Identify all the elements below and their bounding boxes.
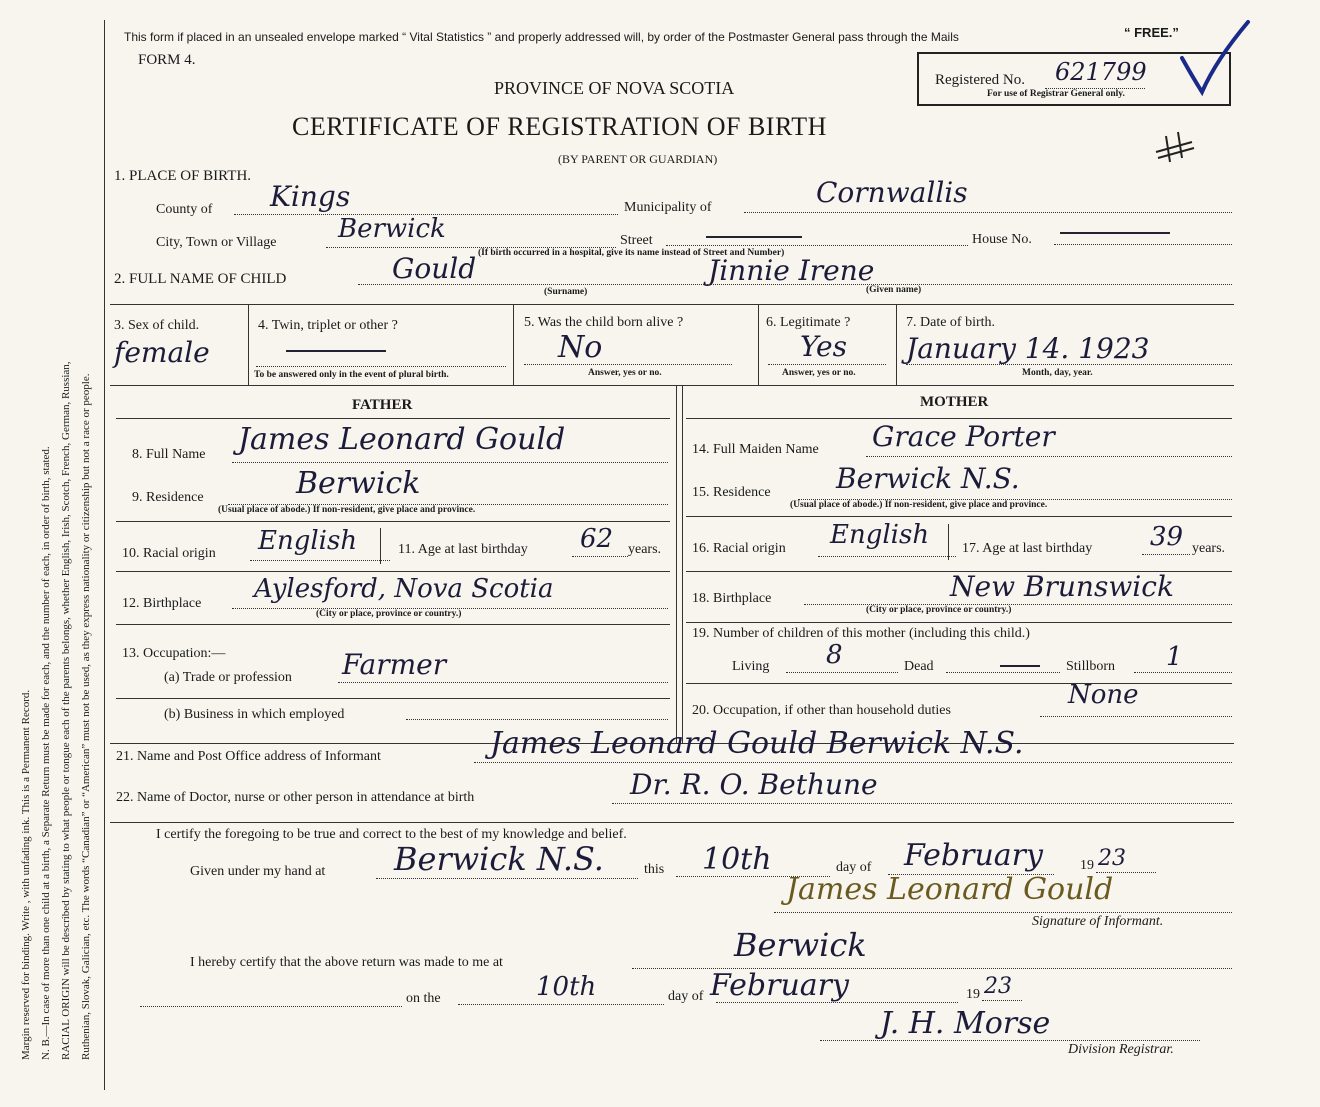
page-title: CERTIFICATE OF REGISTRATION OF BIRTH (292, 112, 827, 141)
date-of-birth-value: January 14. 1923 (906, 332, 1150, 365)
registrar-place-value: Berwick (734, 926, 867, 964)
mother-age-value: 39 (1150, 522, 1184, 552)
twin-note: To be answered only in the event of plural birth. (254, 370, 449, 380)
date-of-birth-note: Month, day, year. (1022, 368, 1093, 378)
legitimate-note: Answer, yes or no. (782, 368, 856, 378)
mother-birthplace-label: 18. Birthplace (692, 591, 772, 606)
registrar-statement: I hereby certify that the above return was made to me at (190, 955, 503, 970)
street-label: Street (620, 233, 653, 248)
alive-value: No (558, 330, 603, 365)
mother-age-unit: years. (1192, 541, 1226, 556)
municipality-value: Cornwallis (816, 176, 968, 209)
registrar-year-value: 23 (984, 974, 1012, 999)
scribble-mark-icon (1152, 128, 1200, 164)
legitimate-value: Yes (800, 330, 847, 363)
given-place-value: Berwick N.S. (394, 840, 604, 878)
margin-rule (104, 20, 105, 1090)
father-occupation-label: 13. Occupation:— (122, 646, 226, 661)
mother-racial-value: English (830, 520, 930, 550)
twin-dash (286, 350, 386, 352)
father-age-unit: years. (628, 542, 662, 557)
margin-line-1: Margin reserved for binding. Write , with unfading ink. This is a Permanent Record. (20, 689, 32, 1060)
street-dash (706, 236, 802, 238)
city-label: City, Town or Village (156, 235, 277, 250)
province-heading: PROVINCE OF NOVA SCOTIA (494, 78, 735, 98)
house-label: House No. (972, 232, 1032, 247)
mother-name-label: 14. Full Maiden Name (692, 442, 819, 457)
registrar-month-value: February (710, 968, 849, 1003)
doctor-value: Dr. R. O. Bethune (630, 768, 878, 801)
sex-label: 3. Sex of child. (114, 318, 200, 333)
mother-occupation-value: None (1068, 680, 1139, 710)
margin-line-2: N. B.—In case of more than one child at a birth, a Separate Return must be made for each, and the number of each, in order of birth, stated. (40, 446, 52, 1060)
certify-day-value: 10th (702, 842, 772, 877)
margin-line-4: Ruthenian, Slovak, Galician, etc. The words “Canadian” or “American” must not be used, as they express nationality or citizenship but not a race or people. (80, 373, 92, 1060)
father-business-label: (b) Business in which employed (164, 707, 345, 722)
city-value: Berwick (338, 214, 446, 244)
registrar-year-prefix: 19 (966, 987, 980, 1002)
sex-value: female (114, 336, 210, 369)
father-trade-value: Farmer (342, 648, 447, 681)
registrar-day-of-label: day of (668, 989, 704, 1004)
mother-birthplace-note: (City or place, province or country.) (866, 605, 1012, 615)
child-given-name: Jinnie Irene (708, 254, 875, 287)
father-heading: FATHER (352, 397, 413, 413)
dead-label: Dead (904, 659, 934, 674)
date-of-birth-label: 7. Date of birth. (906, 315, 996, 330)
certify-day-of-label: day of (836, 860, 872, 875)
informant-signature-caption: Signature of Informant. (1032, 914, 1164, 929)
certify-month-value: February (904, 838, 1043, 873)
legitimate-label: 6. Legitimate ? (766, 315, 851, 330)
mother-residence-note: (Usual place of abode.) If non-resident, give place and province. (790, 500, 1048, 510)
registrar-signature: J. H. Morse (880, 1006, 1051, 1041)
mail-free: “ FREE.” (1124, 25, 1179, 40)
mother-age-label: 17. Age at last birthday (962, 541, 1093, 556)
certify-statement: I certify the foregoing to be true and correct to the best of my knowledge and belief. (156, 827, 627, 842)
page-subtitle: (BY PARENT OR GUARDIAN) (558, 152, 718, 166)
living-value: 8 (826, 640, 843, 670)
form-number: FORM 4. (138, 52, 196, 68)
registrar-caption: Division Registrar. (1068, 1042, 1174, 1057)
informant-signature: James Leonard Gould (786, 872, 1114, 907)
registered-number: 621799 (1055, 58, 1147, 86)
place-of-birth-label: 1. PLACE OF BIRTH. (114, 168, 252, 184)
county-value: Kings (270, 180, 351, 213)
given-under-label: Given under my hand at (190, 864, 326, 879)
father-name-value: James Leonard Gould (238, 422, 566, 457)
father-residence-label: 9. Residence (132, 490, 204, 505)
stillborn-value: 1 (1166, 642, 1183, 672)
father-age-label: 11. Age at last birthday (398, 542, 528, 557)
father-racial-value: English (258, 526, 358, 556)
mail-notice: This form if placed in an unsealed envelope marked “ Vital Statistics ” and properly addressed will, by order of the Postmaster General pass through the Mails (124, 30, 959, 44)
registrar-on-the-label: on the (406, 991, 441, 1006)
mother-name-value: Grace Porter (872, 420, 1055, 453)
registrar-day-value: 10th (536, 972, 597, 1002)
this-label: this (644, 862, 665, 877)
doctor-label: 22. Name of Doctor, nurse or other person in attendance at birth (116, 790, 475, 805)
certify-year-value: 23 (1098, 846, 1126, 871)
alive-label: 5. Was the child born alive ? (524, 315, 684, 330)
mother-children-label: 19. Number of children of this mother (including this child.) (692, 626, 1030, 641)
stillborn-label: Stillborn (1066, 659, 1116, 674)
check-mark-icon (1176, 18, 1256, 98)
registered-label: Registered No. (935, 72, 1025, 88)
father-name-label: 8. Full Name (132, 447, 206, 462)
mother-racial-label: 16. Racial origin (692, 541, 786, 556)
house-dash (1060, 232, 1170, 234)
child-surname: Gould (392, 252, 477, 285)
living-label: Living (732, 659, 770, 674)
father-birthplace-label: 12. Birthplace (122, 596, 202, 611)
father-residence-value: Berwick (296, 466, 421, 501)
father-age-value: 62 (580, 524, 614, 554)
father-residence-note: (Usual place of abode.) If non-resident, give place and province. (218, 505, 476, 515)
father-birthplace-value: Aylesford, Nova Scotia (254, 574, 554, 604)
dead-dash (1000, 665, 1040, 667)
hospital-note: (If birth occurred in a hospital, give its name instead of Street and Number) (478, 248, 785, 258)
twin-label: 4. Twin, triplet or other ? (258, 318, 398, 333)
mother-occupation-label: 20. Occupation, if other than household duties (692, 703, 951, 718)
mother-residence-value: Berwick N.S. (836, 462, 1020, 495)
margin-line-3: RACIAL ORIGIN will be described by stating to what people or tongue each of the parents belongs, whether English, Irish, Scotch, French, German, Russian, (60, 361, 72, 1060)
given-name-caption: (Given name) (866, 285, 922, 295)
father-racial-label: 10. Racial origin (122, 546, 216, 561)
child-name-label: 2. FULL NAME OF CHILD (114, 271, 287, 287)
municipality-label: Municipality of (624, 200, 712, 215)
county-label: County of (156, 202, 213, 217)
certify-year-prefix: 19 (1080, 858, 1094, 873)
father-trade-label: (a) Trade or profession (164, 670, 292, 685)
mother-residence-label: 15. Residence (692, 485, 771, 500)
informant-value: James Leonard Gould Berwick N.S. (490, 726, 1024, 761)
registrar-only-note: For use of Registrar General only. (987, 89, 1125, 99)
mother-heading: MOTHER (920, 394, 989, 410)
alive-note: Answer, yes or no. (588, 368, 662, 378)
informant-label: 21. Name and Post Office address of Informant (116, 749, 381, 764)
mother-birthplace-value: New Brunswick (950, 570, 1174, 603)
father-birthplace-note: (City or place, province or country.) (316, 609, 462, 619)
margin-instructions (0, 0, 108, 1107)
surname-caption: (Surname) (544, 287, 588, 297)
